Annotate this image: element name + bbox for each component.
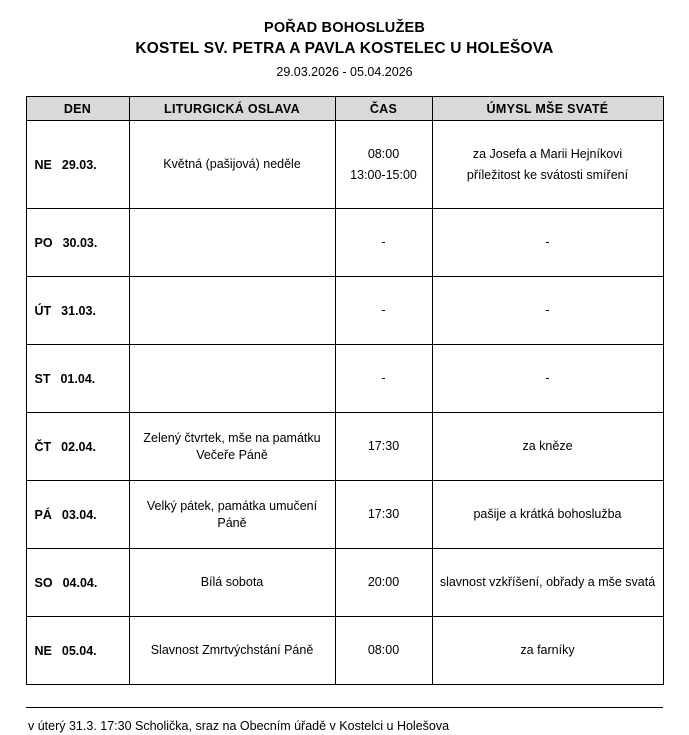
row-intention-cell: pašije a krátká bohoslužba: [432, 481, 663, 549]
row-celebration-cell: Slavnost Zmrtvýchstání Páně: [129, 617, 335, 685]
row-intention-cell: za farníky: [432, 617, 663, 685]
document-title-line2: KOSTEL SV. PETRA A PAVLA KOSTELEC U HOLEŠOVA: [135, 40, 554, 57]
day-name: SO: [34, 575, 53, 590]
table-row: [26, 617, 663, 685]
row-time-cell: 17:30: [335, 481, 432, 549]
row-time-cell: -: [335, 345, 432, 413]
table-row: [26, 209, 663, 277]
table-row: [26, 345, 663, 413]
row-celebration-cell: Květná (pašijová) neděle: [129, 121, 335, 209]
row-time-cell: -: [335, 277, 432, 345]
day-name: ČT: [34, 439, 52, 454]
table-row: [26, 121, 663, 209]
row-celebration-cell: Velký pátek, památka umučení Páně: [129, 481, 335, 549]
row-intention-cell: -: [432, 345, 663, 413]
row-day-cell: [26, 121, 129, 209]
intention-entry: příležitost ke svátosti smíření: [466, 167, 629, 182]
day-date: 04.04.: [62, 575, 98, 590]
row-intention-cell: -: [432, 277, 663, 345]
row-day-cell: [26, 413, 129, 481]
row-celebration-cell: Zelený čtvrtek, mše na památku Večeře Páně: [129, 413, 335, 481]
time-slot: 13:00-15:00: [350, 167, 417, 182]
row-celebration-cell: [129, 345, 335, 413]
row-day-cell: [26, 617, 129, 685]
row-day-cell: [26, 277, 129, 345]
column-header-umysl: ÚMYSL MŠE SVATÉ: [432, 97, 663, 121]
table-row: [26, 481, 663, 549]
row-celebration-cell: [129, 209, 335, 277]
row-intention-cell: [432, 121, 663, 209]
row-celebration-cell: Bílá sobota: [129, 549, 335, 617]
day-name: PO: [34, 235, 53, 250]
row-day-cell: [26, 345, 129, 413]
table-row: [26, 277, 663, 345]
row-time-cell: 17:30: [335, 413, 432, 481]
document-title-line1: POŘAD BOHOSLUŽEB: [263, 20, 426, 36]
day-date: 01.04.: [60, 371, 96, 386]
day-name: PÁ: [34, 507, 52, 522]
table-header-row: [26, 97, 663, 121]
column-header-oslava: LITURGICKÁ OSLAVA: [129, 97, 335, 121]
day-date: 31.03.: [61, 303, 96, 318]
row-time-cell: -: [335, 209, 432, 277]
row-day-cell: [26, 549, 129, 617]
row-day-cell: [26, 209, 129, 277]
time-slot: 08:00: [367, 146, 400, 161]
day-date: 30.03.: [62, 235, 98, 250]
row-celebration-cell: [129, 277, 335, 345]
row-time-cell: 20:00: [335, 549, 432, 617]
day-date: 02.04.: [61, 439, 96, 454]
day-date: 29.03.: [61, 157, 97, 172]
intention-entry: za Josefa a Marii Hejníkovi: [472, 146, 623, 161]
row-intention-cell: za kněze: [432, 413, 663, 481]
day-name: ST: [34, 371, 51, 386]
column-header-den: DEN: [26, 97, 129, 121]
document-header: [0, 0, 689, 82]
day-date: 03.04.: [61, 507, 97, 522]
document-date-range: 29.03.2026 - 05.04.2026: [276, 65, 413, 79]
row-day-cell: [26, 481, 129, 549]
row-intention-cell: -: [432, 209, 663, 277]
day-name: ÚT: [34, 303, 52, 318]
table-row: [26, 413, 663, 481]
day-name: NE: [34, 643, 52, 658]
row-time-cell: [335, 121, 432, 209]
row-intention-cell: slavnost vzkříšení, obřady a mše svatá: [432, 549, 663, 617]
footer-note: v úterý 31.3. 17:30 Scholička, sraz na Obecním úřadě v Kostelci u Holešova: [28, 719, 450, 733]
table-row: [26, 549, 663, 617]
day-name: NE: [34, 157, 52, 172]
schedule-table: [26, 96, 664, 685]
column-header-cas: ČAS: [335, 97, 432, 121]
day-date: 05.04.: [61, 643, 97, 658]
document-footer: [26, 707, 663, 735]
row-time-cell: 08:00: [335, 617, 432, 685]
